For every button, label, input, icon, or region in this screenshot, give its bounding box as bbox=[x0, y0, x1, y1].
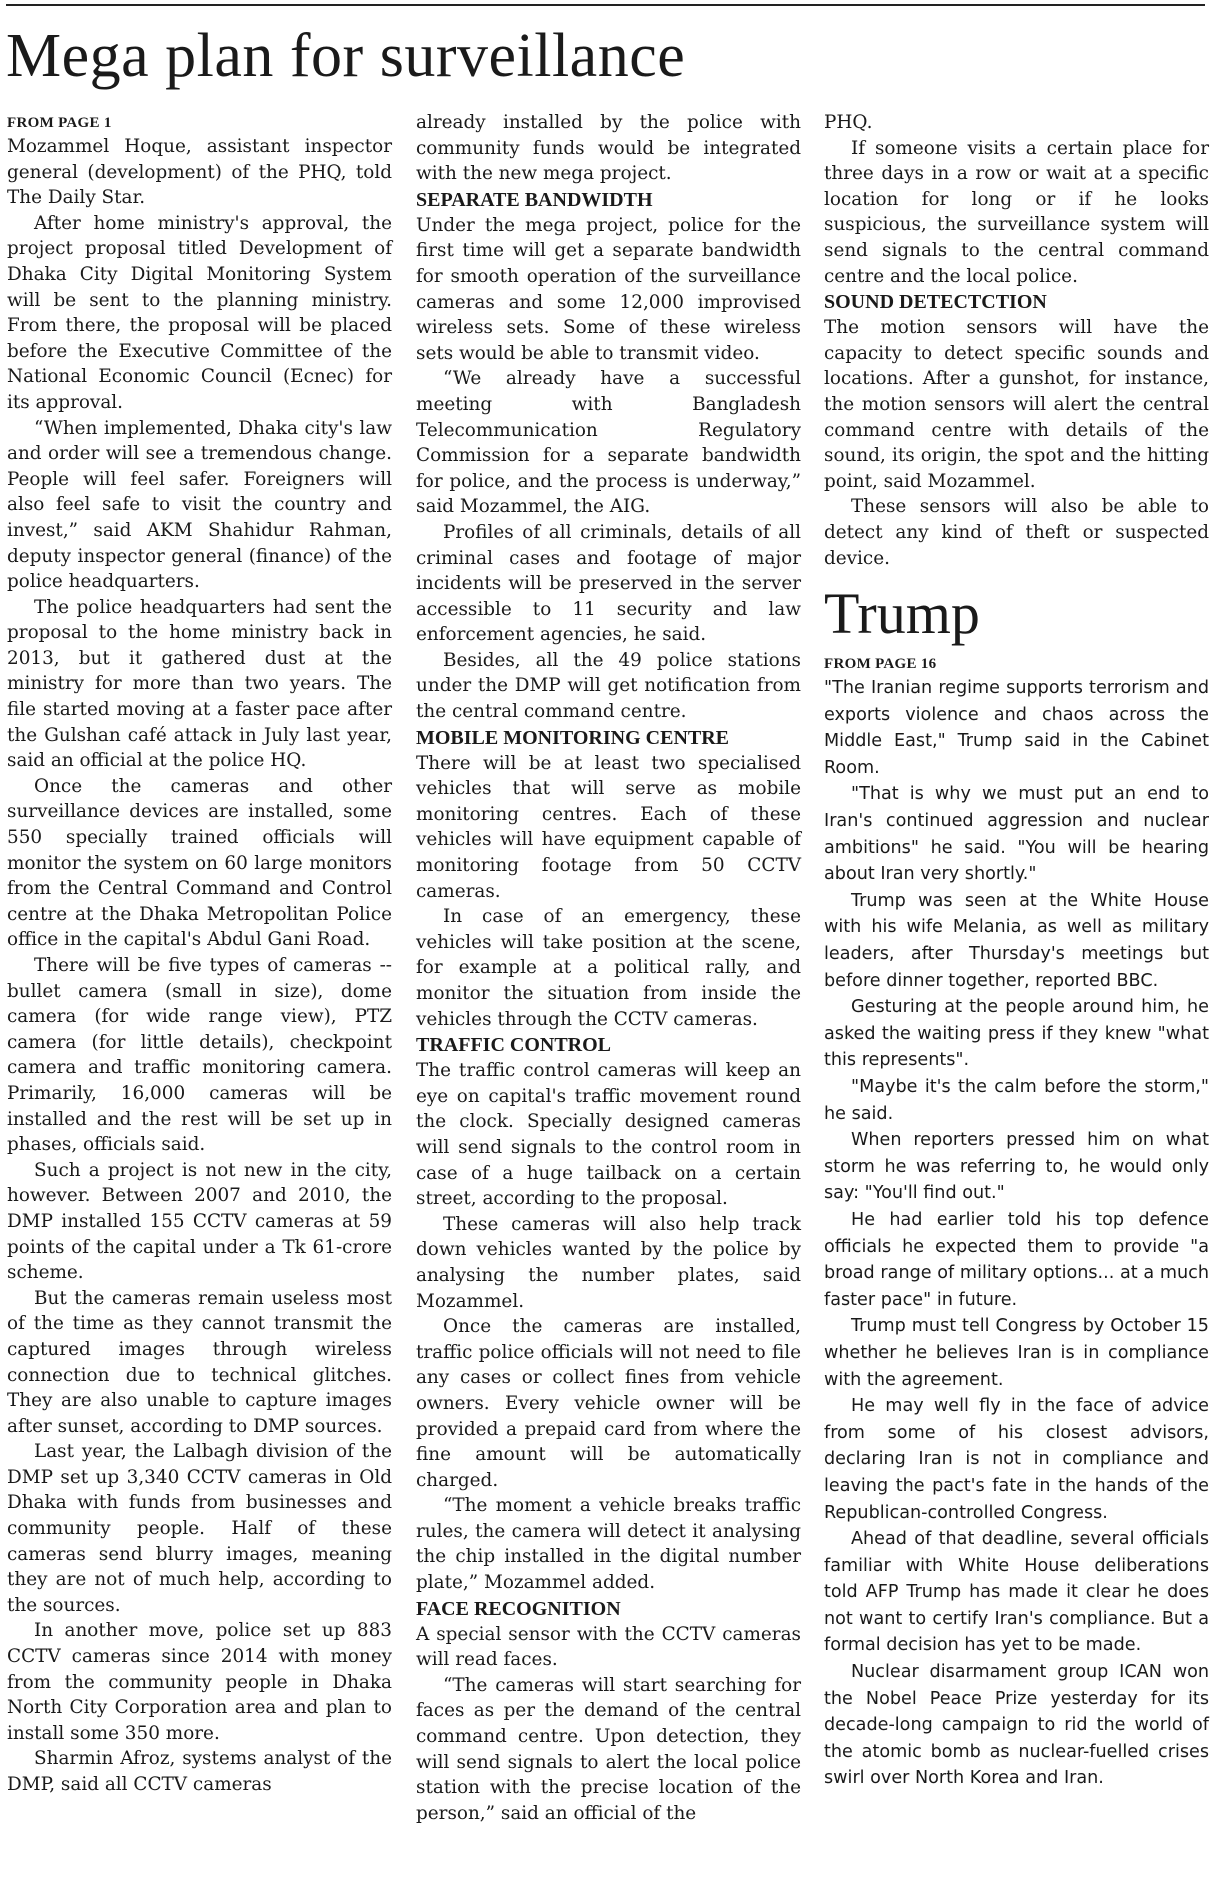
paragraph: There will be at least two specialised vehicles that will serve as mobile monitoring centres. Each of these vehicles will have equipment capable of monitoring footage from 50 CCTV cameras. bbox=[416, 752, 801, 902]
paragraph: In another move, police set up 883 CCTV cameras since 2014 with money from the community people in Dhaka North City Corporation area and plan to install some 350 more. bbox=[7, 1620, 392, 1744]
subhead-sound-detection: SOUND DETECTCTION bbox=[824, 291, 1047, 314]
subhead-face-recognition: FACE RECOGNITION bbox=[416, 1597, 621, 1620]
paragraph: Profiles of all criminals, details of all criminal cases and footage of major incidents will be preserved in the server accessible to 11 security and law enforcement agencies, he said. bbox=[416, 521, 801, 646]
column-3 bbox=[824, 110, 1209, 1792]
column-1 bbox=[7, 112, 392, 1798]
paragraph: Trump must tell Congress by October 15 whether he believes Iran is in compliance with the agreement. bbox=[824, 1316, 1209, 1390]
headline-mega-plan: Mega plan for surveillance bbox=[6, 22, 686, 90]
paragraph: Ahead of that deadline, several officials familiar with White House deliberations told AFP Trump has made it clear he does not want to certify Iran's compliance. But a formal decision has yet to be made. bbox=[824, 1529, 1209, 1656]
paragraph: There will be five types of cameras -- bullet camera (small in size), dome camera (for wide range view), PTZ camera (for little details), checkpoint camera and traffic monitoring camera. Primarily, 16,000 cameras will be installed and the rest will be set up in phases, officials said. bbox=[7, 955, 392, 1156]
kicker-from-page-1: FROM PAGE 1 bbox=[7, 115, 112, 131]
paragraph: “The cameras will start searching for faces as per the demand of the central command centre. Upon detection, they will send signals to alert the local police station with the precise location of the person,” said an official of the bbox=[416, 1674, 801, 1824]
paragraph: He had earlier told his top defence officials he expected them to provide "a broad range of military options... at a much faster pace" in future. bbox=[824, 1209, 1209, 1310]
paragraph: The police headquarters had sent the proposal to the home ministry back in 2013, but it gathered dust at the ministry for more than two years. The file started moving at a faster pace after the Gulshan café attack in July last year, said an official at the police HQ. bbox=[7, 596, 392, 772]
paragraph: "That is why we must put an end to Iran's continued aggression and nuclear ambitions" he said. "You will be hearing about Iran very shortly." bbox=[824, 784, 1209, 885]
paragraph: "The Iranian regime supports terrorism and exports violence and chaos across the Middle East," Trump said in the Cabinet Room. bbox=[824, 678, 1209, 778]
paragraph: “We already have a successful meeting with Bangladesh Telecommunication Regulatory Commission for a separate bandwidth for police, and the process is underway,” said Mozammel, the AIG. bbox=[416, 368, 801, 518]
paragraph: Once the cameras and other surveillance devices are installed, some 550 specially trained officials will monitor the system on 60 large monitors from the Central Command and Control centre at the Dhaka Metropolitan Police office in the capital's Abdul Gani Road. bbox=[7, 775, 392, 951]
paragraph: If someone visits a certain place for three days in a row or wait at a specific location for long or if he looks suspicious, the surveillance system will send signals to the central command centre and the local police. bbox=[824, 137, 1209, 287]
column-2 bbox=[416, 110, 801, 1826]
headline-trump: Trump bbox=[824, 581, 980, 647]
paragraph: Besides, all the 49 police stations under the DMP will get notification from the central command centre. bbox=[416, 649, 801, 723]
paragraph: "Maybe it's the calm before the storm," he said. bbox=[824, 1077, 1209, 1124]
paragraph: “When implemented, Dhaka city's law and order will see a tremendous change. People will feel safer. Foreigners will also feel safe to visit the country and invest,” said AKM Shahidur Rahman, deputy inspector general (finance) of the police headquarters. bbox=[7, 417, 392, 593]
paragraph: These cameras will also help track down vehicles wanted by the police by analysing the number plates, said Mozammel. bbox=[416, 1213, 801, 1312]
paragraph: Under the mega project, police for the first time will get a separate bandwidth for smooth operation of the surveillance cameras and some 12,000 improvised wireless sets. Some of these wireless sets would be able to transmit video. bbox=[416, 214, 801, 364]
kicker-from-page-16: FROM PAGE 16 bbox=[824, 656, 937, 673]
paragraph: Mozammel Hoque, assistant inspector general (development) of the PHQ, told The Daily Star. bbox=[7, 136, 392, 209]
paragraph: These sensors will also be able to detect any kind of theft or suspected device. bbox=[824, 496, 1209, 569]
subhead-traffic-control: TRAFFIC CONTROL bbox=[416, 1034, 612, 1057]
paragraph: already installed by the police with community funds would be integrated with the new mega project. bbox=[416, 112, 801, 185]
paragraph: The traffic control cameras will keep an eye on capital's traffic movement round the clock. Specially designed cameras will send signals to the control room in case of a huge tailback on a certain street, according to the proposal. bbox=[416, 1060, 801, 1210]
paragraph: But the cameras remain useless most of the time as they cannot transmit the captured images through wireless connection due to technical glitches. They are also unable to capture images after sunset, according to DMP sources. bbox=[7, 1287, 392, 1437]
paragraph: Trump was seen at the White House with his wife Melania, as well as military leaders, after Thursday's meetings but before dinner together, reported BBC. bbox=[824, 890, 1209, 991]
paragraph: “The moment a vehicle breaks traffic rules, the camera will detect it analysing the chip installed in the digital number plate,” Mozammel added. bbox=[416, 1495, 801, 1594]
paragraph: After home ministry's approval, the project proposal titled Development of Dhaka City Digital Monitoring System will be sent to the planning ministry. From there, the proposal will be placed before the Executive Committee of the National Economic Council (Ecnec) for its approval. bbox=[7, 212, 392, 413]
paragraph: A special sensor with the CCTV cameras will read faces. bbox=[416, 1623, 801, 1671]
paragraph: He may well fly in the face of advice from some of his closest advisors, declaring Iran is not in compliance and leaving the pact's fate in the hands of the Republican-controlled Congress. bbox=[824, 1396, 1209, 1523]
trump-story-body bbox=[824, 675, 1209, 1792]
paragraph: Once the cameras are installed, traffic police officials will not need to file any cases or collect fines from vehicle owners. Every vehicle owner will be provided a prepaid card from where the fine amount will be automatically charged. bbox=[416, 1316, 801, 1491]
paragraph: Last year, the Lalbagh division of the DMP set up 3,340 CCTV cameras in Old Dhaka with funds from businesses and community people. Half of these cameras send blurry images, meaning they are not of much help, according to the sources. bbox=[7, 1441, 392, 1616]
paragraph: Such a project is not new in the city, however. Between 2007 and 2010, the DMP installed 155 CCTV cameras at 59 points of the capital under a Tk 61-crore scheme. bbox=[7, 1159, 392, 1284]
paragraph: The motion sensors will have the capacity to detect specific sounds and locations. After a gunshot, for instance, the motion sensors will alert the central command centre with details of the sound, its origin, the spot and the hitting point, said Mozammel. bbox=[824, 317, 1209, 492]
paragraph: Nuclear disarmament group ICAN won the Nobel Peace Prize yesterday for its decade-long campaign to rid the world of the atomic bomb as nuclear-fuelled crises swirl over North Korea and Iran. bbox=[824, 1662, 1209, 1789]
top-rule bbox=[6, 4, 1205, 6]
subhead-mobile-monitoring: MOBILE MONITORING CENTRE bbox=[416, 726, 730, 749]
subhead-separate-bandwidth: SEPARATE BANDWIDTH bbox=[416, 188, 653, 211]
paragraph: When reporters pressed him on what storm he was referring to, he would only say: "You'll find out." bbox=[824, 1130, 1209, 1204]
paragraph: PHQ. bbox=[824, 112, 873, 133]
paragraph: Gesturing at the people around him, he asked the waiting press if they knew "what this represents". bbox=[824, 997, 1209, 1071]
paragraph: In case of an emergency, these vehicles will take position at the scene, for example at a political rally, and monitor the situation from inside the vehicles through the CCTV cameras. bbox=[416, 906, 801, 1030]
paragraph: Sharmin Afroz, systems analyst of the DMP, said all CCTV cameras bbox=[7, 1748, 392, 1795]
